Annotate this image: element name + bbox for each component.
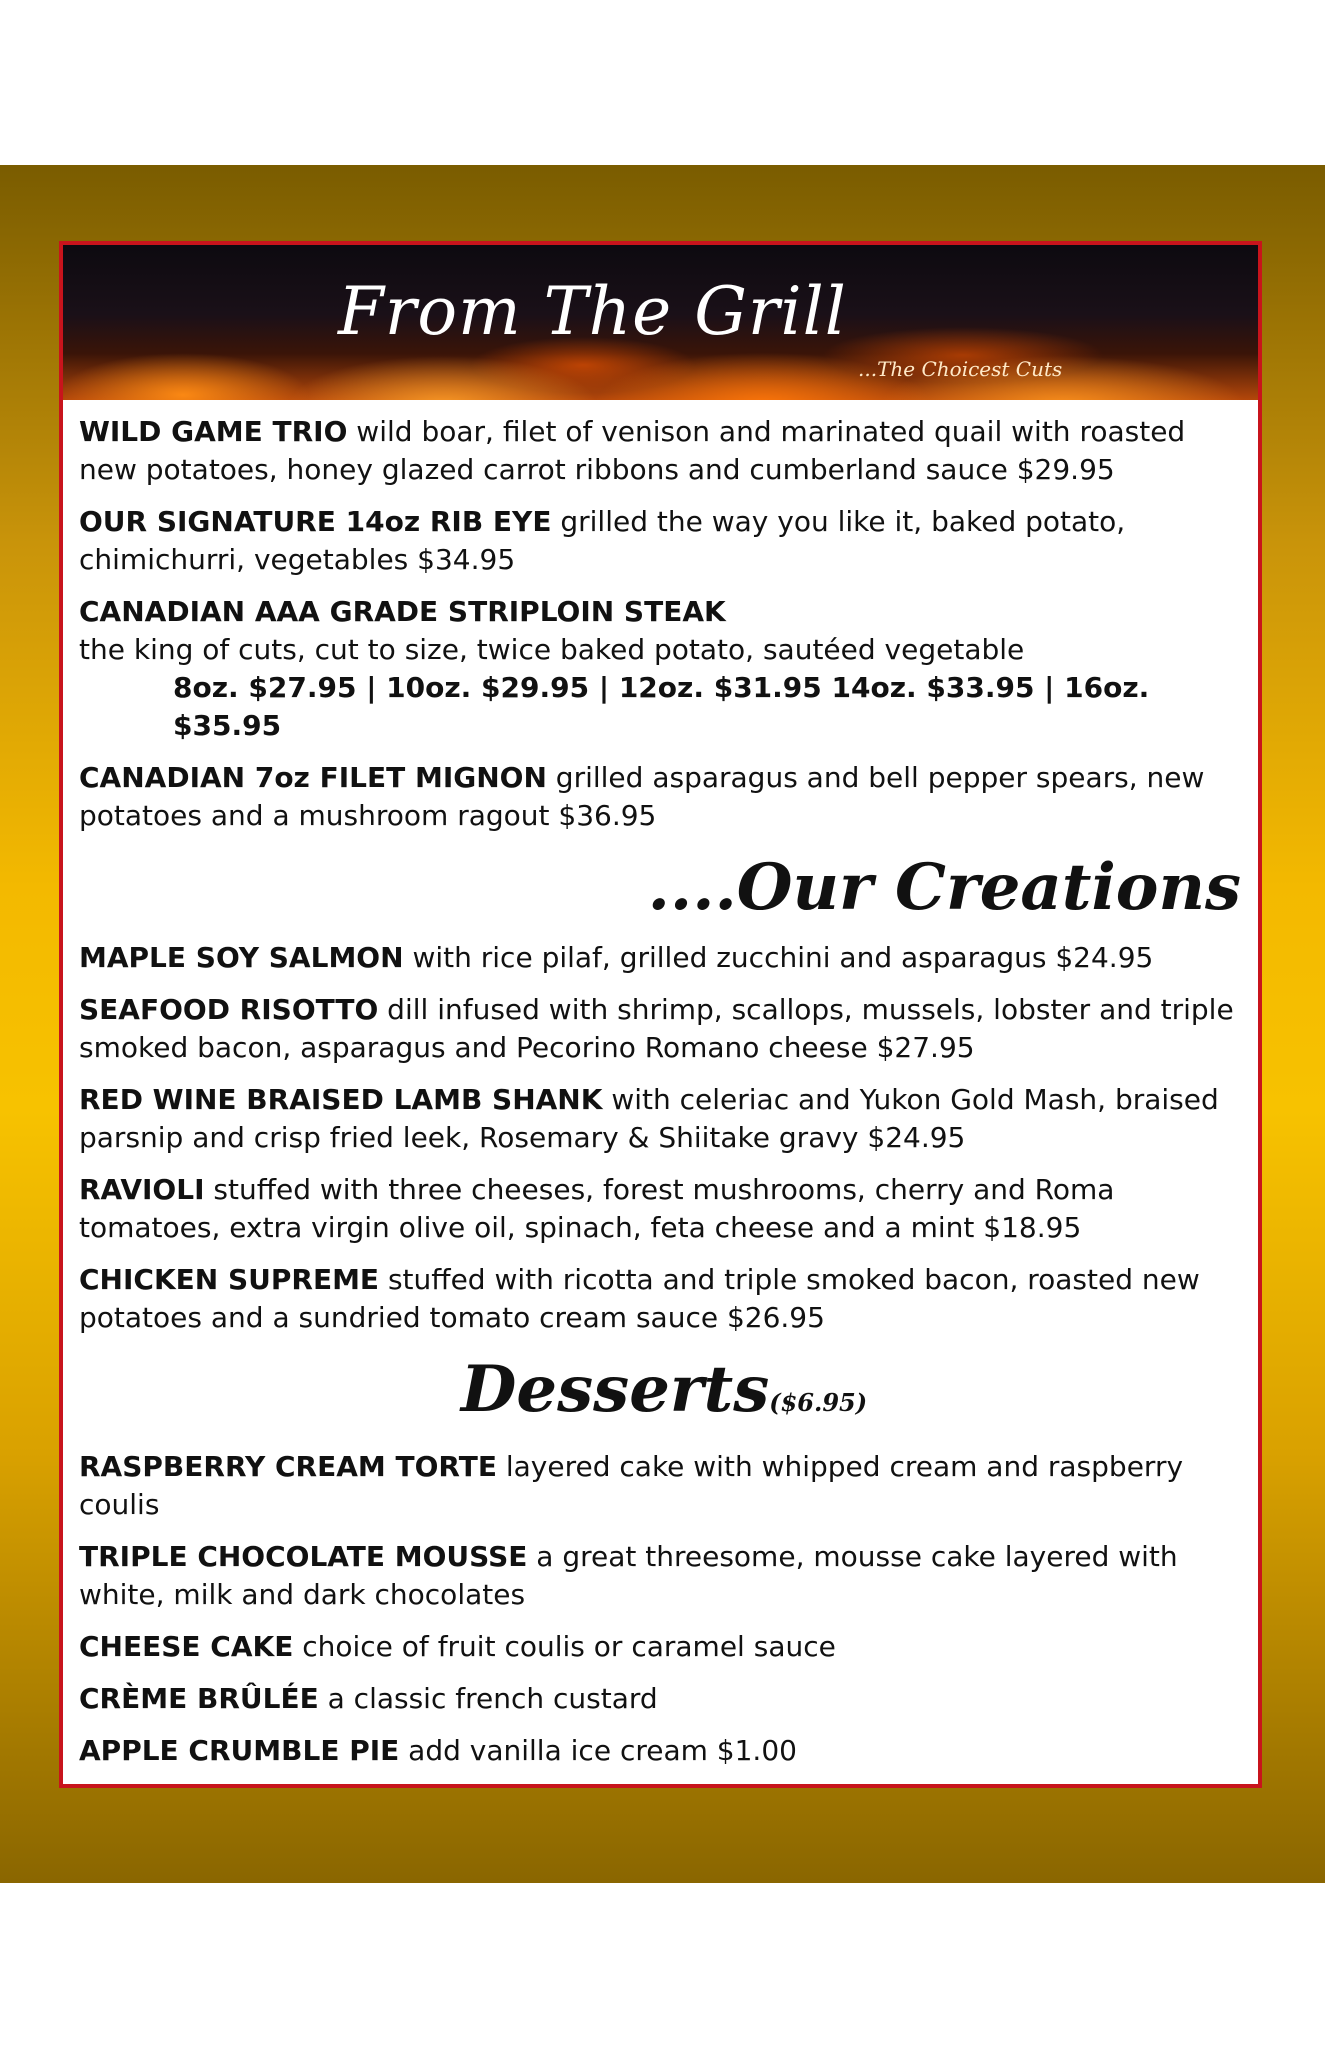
menu-item (79, 1538, 1249, 1614)
menu-item (79, 1732, 1249, 1770)
item-name: CANADIAN AAA GRADE STRIPLOIN STEAK (79, 595, 726, 628)
menu-item (79, 503, 1249, 579)
menu-item (79, 939, 1249, 977)
menu-item (79, 413, 1249, 489)
menu-item (79, 1081, 1249, 1157)
desserts-price: ($6.95) (769, 1388, 868, 1417)
item-description: stuffed with ricotta and triple smoked bacon, roasted new potatoes and a sundried tomato cream sauce $26.95 (79, 1263, 1200, 1334)
item-name: RASPBERRY CREAM TORTE (79, 1450, 497, 1483)
item-description: add vanilla ice cream $1.00 (399, 1734, 797, 1767)
desserts-heading: Desserts (460, 1352, 770, 1427)
banner-tagline: ...The Choicest Cuts (858, 357, 1063, 381)
creations-heading: ....Our Creations (647, 850, 1241, 925)
menu-card (59, 241, 1262, 1788)
item-name: RED WINE BRAISED LAMB SHANK (79, 1083, 603, 1116)
grill-banner (63, 245, 1258, 400)
menu-item (79, 1171, 1249, 1247)
item-name: CANADIAN 7oz FILET MIGNON (79, 761, 547, 794)
size-prices: 8oz. $27.95 | 10oz. $29.95 | 12oz. $31.95 14oz. $33.95 | 16oz. $35.95 (173, 671, 1150, 742)
item-name: OUR SIGNATURE 14oz RIB EYE (79, 505, 552, 538)
menu-item-striploin (79, 593, 1249, 745)
item-description: wild boar, filet of venison and marinated quail with roasted new potatoes, honey glazed carrot ribbons and cumberland sauce $29.95 (79, 415, 1186, 486)
item-description: with rice pilaf, grilled zucchini and asparagus $24.95 (403, 941, 1154, 974)
item-name: CHICKEN SUPREME (79, 1263, 380, 1296)
menu-item (79, 759, 1249, 835)
item-description: grilled the way you like it, baked potato, chimichurri, vegetables $34.95 (79, 505, 1126, 576)
menu-item (79, 1448, 1249, 1524)
menu-item (79, 1628, 1249, 1666)
desserts-heading-row (79, 1351, 1249, 1442)
item-description: a classic french custard (318, 1682, 658, 1715)
banner-title: From The Grill (338, 273, 847, 350)
item-description: grilled asparagus and bell pepper spears, new potatoes and a mushroom ragout $36.95 (79, 761, 1205, 832)
item-description: layered cake with whipped cream and raspberry coulis (79, 1450, 1184, 1521)
item-description: stuffed with three cheeses, forest mushrooms, cherry and Roma tomatoes, extra virgin olive oil, spinach, feta cheese and a mint $18.95 (79, 1173, 1115, 1244)
menu-content (79, 413, 1249, 1784)
item-name: CRÈME BRÛLÉE (79, 1682, 319, 1715)
item-name: TRIPLE CHOCOLATE MOUSSE (79, 1540, 528, 1573)
menu-item (79, 1680, 1249, 1718)
item-name: MAPLE SOY SALMON (79, 941, 404, 974)
item-description: choice of fruit coulis or caramel sauce (293, 1630, 836, 1663)
item-name: WILD GAME TRIO (79, 415, 348, 448)
item-description: the king of cuts, cut to size, twice baked potato, sautéed vegetable (79, 633, 1025, 666)
item-description: dill infused with shrimp, scallops, mussels, lobster and triple smoked bacon, asparagus and Pecorino Romano cheese $27.95 (79, 993, 1234, 1064)
menu-item (79, 991, 1249, 1067)
item-name: RAVIOLI (79, 1173, 205, 1206)
menu-item (79, 1261, 1249, 1337)
item-name: CHEESE CAKE (79, 1630, 294, 1663)
item-description: a great threesome, mousse cake layered with white, milk and dark chocolates (79, 1540, 1178, 1611)
item-name: APPLE CRUMBLE PIE (79, 1734, 400, 1767)
item-name: SEAFOOD RISOTTO (79, 993, 379, 1026)
item-description: with celeriac and Yukon Gold Mash, braised parsnip and crisp fried leek, Rosemary & Shiitake gravy $24.95 (79, 1083, 1219, 1154)
